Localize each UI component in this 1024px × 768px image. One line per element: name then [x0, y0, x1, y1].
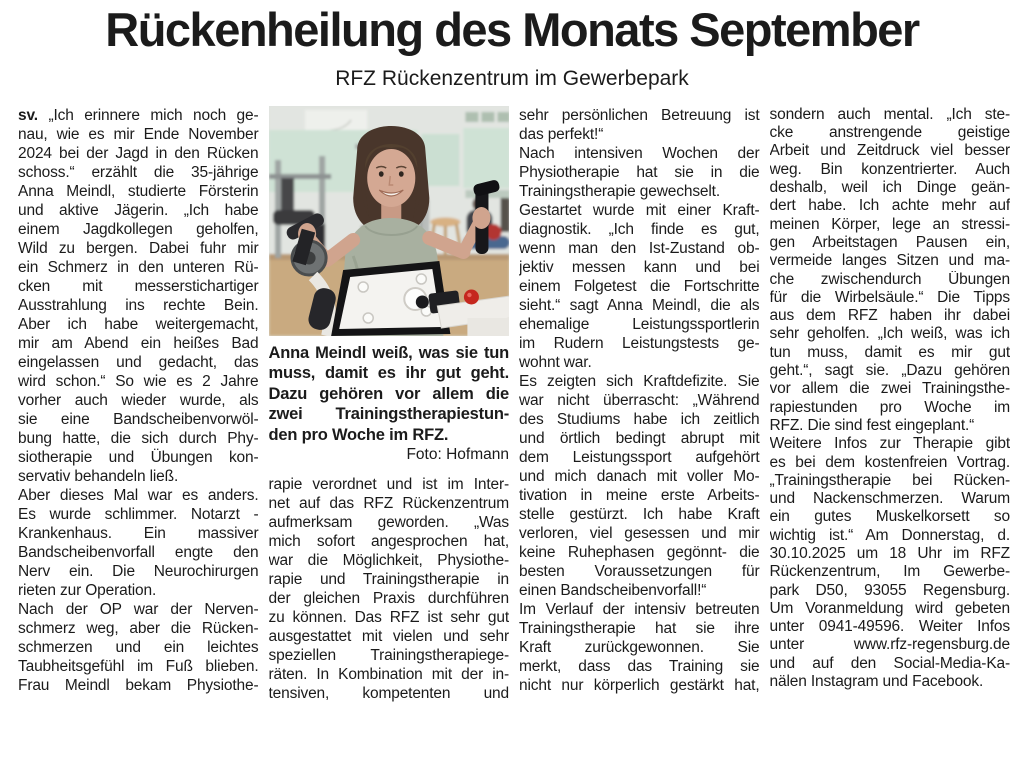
text-line: meinen Körper, lege an stressi-: [769, 215, 1010, 233]
text-line: des Studiums habe ich zeitlich: [519, 410, 760, 428]
text-line: Frau Meindl bekam Physiothe-: [18, 676, 259, 694]
text-line: Bandscheibenvorfall engte den: [18, 543, 259, 561]
text-line: für die Wirbelsäule.“ Die Tipps: [769, 288, 1010, 306]
text-line: dem Leistungssport aufgehört: [519, 448, 760, 466]
text-line: che zwischendurch Übungen: [769, 270, 1010, 288]
text-line: Arbeit und Zeitdruck viel besser: [769, 142, 1010, 160]
text-line: RFZ. Die sind fest eingeplant.“: [769, 416, 975, 434]
text-line: schmerz weg, aber die Rücken-: [18, 619, 259, 637]
text-line: Es zeigten sich Kraftdefizite. Sie: [519, 372, 760, 390]
text-line: Weitere Infos zur Therapie gibt: [769, 435, 1010, 453]
text-line: tivation in meine erste Arbeits-: [519, 486, 760, 504]
article-column-1: [18, 106, 259, 695]
text-line: und mich danach mit voller Mo-: [519, 467, 760, 485]
article-column-3: [519, 106, 760, 695]
text-line: Krankenhaus. Ein massiver: [18, 524, 259, 542]
text-line: ehemalige Leistungssportlerin: [519, 315, 760, 333]
text-line: speziellen Trainingstherapiege-: [268, 646, 509, 664]
article-photo: [269, 106, 510, 336]
text-line: es bei dem kostenfreien Vortrag.: [769, 453, 1010, 471]
article-column-2-text: [269, 475, 510, 703]
text-line: und aktive Jägerin. „Ich habe: [18, 201, 259, 219]
text-line: merkt, dass das Training sie: [519, 657, 760, 675]
text-line: mir am Abend ein heißes Bad: [18, 334, 259, 352]
text-line: sv. „Ich erinnere mich noch ge-: [18, 106, 259, 124]
text-line: siotherapie und Übungen kon-: [18, 448, 259, 466]
text-line: sieht.“ sagt Anna Meindl, die als: [519, 296, 760, 314]
text-line: cken mit messerstichartiger: [18, 277, 259, 295]
text-line: stelle gestürzt. Ich habe Kraft: [519, 505, 760, 523]
text-line: Trainingstherapie hat sie ihre: [519, 619, 760, 637]
text-line: und Nackenschmerzen. Warum: [769, 490, 1010, 508]
text-line: gen Arbeitstagen Pausen ein,: [769, 233, 1010, 251]
text-line: Nach intensiven Wochen der: [519, 144, 760, 162]
caption-line: den pro Woche im RFZ.: [268, 425, 449, 444]
text-line: Es wurde schlimmer. Notarzt -: [18, 505, 259, 523]
text-line: Anna Meindl, studierte Försterin: [18, 182, 259, 200]
text-line: sie eine Bandscheibenvorwöl-: [18, 410, 259, 428]
text-line: zu können. Das RFZ ist sehr gut: [268, 608, 509, 626]
text-line: Ausstrahlung ins rechte Bein.: [18, 296, 259, 314]
photo-credit: Foto: Hofmann: [406, 446, 509, 464]
text-line: rapie verordnet und ist im Inter-: [268, 475, 509, 493]
text-line: rapie und Trainingstherapie in: [268, 570, 509, 588]
text-line: besten Voraussetzungen für: [519, 562, 760, 580]
text-line: diagnostik. „Ich finde es gut,: [519, 220, 760, 238]
text-line: aufmerksam geworden. „Was: [268, 513, 509, 531]
text-line: wenn man den Ist-Zustand ob-: [519, 239, 760, 257]
text-line: schmerzen und ein leichtes: [18, 638, 259, 656]
text-line: unter 0941-49596. Weiter Infos: [769, 618, 1010, 636]
text-line: weg. Bin konzentrierter. Auch: [769, 160, 1010, 178]
text-line: geht.“, sagt sie. „Dazu gehören: [769, 362, 1010, 380]
text-line: „Trainingstherapie bei Rücken-: [769, 471, 1010, 489]
text-line: deshalb, weil ich Dinge geän-: [769, 179, 1010, 197]
text-line: 2024 bei der Jagd in den Rücken: [18, 144, 259, 162]
text-line: Nach der OP war der Nerven-: [18, 600, 259, 618]
text-line: Taubheitsgefühl im Fuß blieben.: [18, 657, 259, 675]
text-line: verloren, viel gesessen und mir: [519, 524, 760, 542]
text-line: und auf den Social-Media-Ka-: [769, 654, 1010, 672]
byline-prefix: sv.: [18, 106, 38, 124]
text-line: Gestartet wurde mit einer Kraft-: [519, 201, 760, 219]
caption-line: muss, damit es ihr gut geht.: [268, 364, 509, 383]
text-line: räten. In Kombination mit der in-: [268, 665, 509, 683]
text-line: Physiotherapie hat sie in die: [519, 163, 760, 181]
text-line: nälen Instagram und Facebook.: [769, 673, 984, 691]
text-line: vorher auch wieder wurde, als: [18, 391, 259, 409]
text-line: vermeide langes Sitzen und ma-: [769, 252, 1010, 270]
text-line: Wild zu bergen. Dabei fuhr mir: [18, 239, 259, 257]
text-line: mich sofort angesprochen hat,: [268, 532, 509, 550]
text-line: Rückenzentrum, Im Gewerbe-: [769, 563, 1010, 581]
article-column-4: [770, 106, 1011, 692]
caption-line: Anna Meindl weiß, was sie tun: [268, 343, 509, 362]
text-line: park D50, 93055 Regensburg.: [769, 581, 1010, 599]
text-line: unter www.rfz-regensburg.de: [769, 636, 1010, 654]
text-line: sondern auch mental. „Ich ste-: [769, 105, 1010, 123]
text-line: rapiestunden pro Woche im: [769, 398, 1010, 416]
article-columns: [0, 106, 1024, 703]
text-line: und örtlich bedingt abrupt mit: [519, 429, 760, 447]
text-line: wohnt war.: [519, 353, 592, 371]
text-line: wichtig ist.“ Am Donnerstag, d.: [769, 526, 1010, 544]
text-line: war die Möglichkeit, Physiothe-: [268, 551, 509, 569]
text-line: einem Jagdkollegen geholfen,: [18, 220, 259, 238]
text-line: ein gutes Muskelkorsett so: [769, 508, 1010, 526]
text-line: bung hatte, die sich durch Phy-: [18, 429, 259, 447]
text-line: 30.10.2025 um 18 Uhr im RFZ: [769, 545, 1010, 562]
text-line: einen Bandscheibenvorfall!“: [519, 581, 707, 599]
article-column-2: [269, 106, 510, 703]
text-line: sehr persönlichen Betreuung ist: [519, 106, 760, 124]
text-line: war nicht überrascht: „Während: [519, 391, 760, 409]
text-line: vor allem die zwei Trainingsthe-: [769, 380, 1010, 398]
text-line: servativ behandeln ließ.: [18, 467, 179, 485]
caption-line: Dazu gehören vor allem die: [268, 384, 509, 403]
text-line: Aber dieses Mal war es anders.: [18, 486, 259, 504]
text-line: der gleichen Praxis durchführen: [268, 589, 509, 607]
article-headline: Rückenheilung des Monats September: [105, 3, 919, 56]
text-line: schoss.“ erzählt die 35-jährige: [18, 163, 259, 181]
text-line: sehr geholfen. „Ich weiß, was ich: [769, 325, 1010, 343]
text-line: das perfekt!“: [519, 125, 604, 143]
text-line: Kraft zurückgewonnen. Sie: [519, 638, 760, 656]
text-line: Im Verlauf der intensiv betreuten: [519, 600, 760, 618]
text-line: keine Ruhephasen gegönnt- die: [519, 543, 760, 561]
text-line: cke anstrengende geistige: [769, 124, 1010, 142]
text-line: ausgestattet mit vielen und sehr: [268, 627, 509, 645]
text-line: Um Voranmeldung wird gebeten: [769, 599, 1010, 617]
text-line: nicht nur körperlich gestärkt hat,: [519, 676, 760, 694]
text-line: rieten zur Operation.: [18, 581, 157, 599]
text-line: dert habe. Ich achte mehr auf: [769, 197, 1010, 215]
text-line: aus dem RFZ haben ihr dabei: [769, 307, 1010, 325]
text-line: eingelassen und gedacht, das: [18, 353, 259, 371]
text-line: net auf das RFZ Rückenzentrum: [268, 494, 509, 512]
text-line: tensiven, kompetenten und: [268, 684, 509, 702]
text-line: wird schon.“ So wie es 2 Jahre: [18, 372, 259, 390]
text-line: nau, wie es mir Ende November: [18, 125, 259, 143]
text-line: ein Schmerz in den unteren Rü-: [18, 258, 259, 276]
text-line: Aber ich habe weitergemacht,: [18, 315, 259, 333]
caption-line: zwei Trainingstherapiestun-: [268, 405, 509, 424]
text-line: im Rudern Leistungstests ge-: [519, 334, 760, 352]
text-line: Trainingstherapie gewechselt.: [519, 182, 720, 200]
text-line: einem Folgetest die Fortschritte: [519, 277, 760, 295]
text-line: tun muss, damit es mir gut: [769, 343, 1010, 361]
article-subheadline: RFZ Rückenzentrum im Gewerbepark: [335, 66, 689, 90]
text-line: jektiv messen kann und bei: [519, 258, 760, 276]
photo-caption: [269, 343, 510, 446]
text-line: Nerv ein. Die Neurochirurgen: [18, 562, 259, 580]
